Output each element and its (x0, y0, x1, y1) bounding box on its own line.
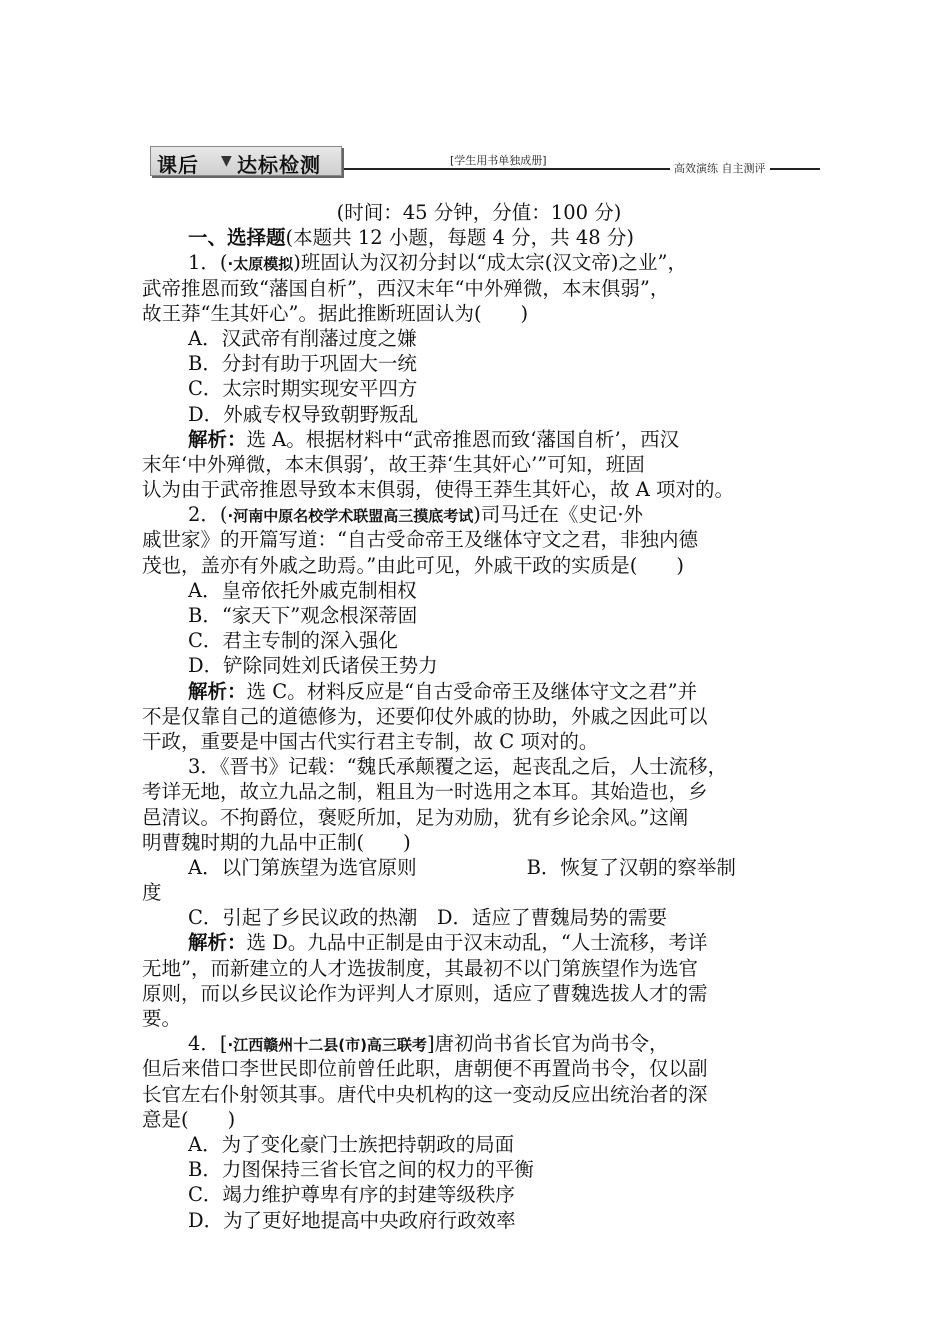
q4-stem-1: ]唐初尚书省长官为尚书令， (426, 1032, 669, 1056)
q1-answer-1 (142, 427, 816, 452)
question-body (142, 200, 816, 1233)
q3-option-cd: C．引起了乡民议政的热潮 D．适应了曹魏局势的需要 (188, 906, 668, 930)
q1-source: ·太原模拟 (227, 255, 294, 274)
q2-answer-1 (142, 679, 816, 704)
q1-number: 1．( (188, 251, 228, 275)
q2-stem-3: 茂也，盖亦有外戚之助焉。”由此可见，外戚干政的实质是( ) (142, 553, 684, 577)
header-tab (150, 146, 342, 176)
q1-answer-3: 认为由于武帝推恩导致本末俱弱，使得王莽生其奸心，故 A 项对的。 (142, 478, 734, 502)
section-heading (142, 225, 816, 250)
q4-option-d: D．为了更好地提高中央政府行政效率 (188, 1208, 516, 1232)
q2-answer-2: 不是仅靠自己的道德修为，还要仰仗外戚的协助，外戚之因此可以 (142, 704, 708, 728)
header-tab-left: 课后 (157, 153, 199, 177)
time-line: (时间：45 分钟，分值：100 分) (336, 201, 622, 224)
q2-option-c: C．君主专制的深入强化 (188, 629, 398, 653)
q2-answer-3: 干政，重要是中国古代实行君主专制，故 C 项对的。 (142, 729, 599, 753)
q1-option-a: A．汉武帝有削藩过度之嫌 (188, 326, 417, 350)
q1-stem-2: 武帝推恩而致“藩国自析”，西汉末年“中外殚微，本末俱弱”， (142, 276, 670, 300)
q1-option-b: B．分封有助于巩固大一统 (188, 352, 417, 376)
q3-option-a: A．以门第族望为选官原则 (188, 855, 417, 879)
q2-number: 2．( (188, 503, 228, 527)
q1-answer-tag: 解析： (188, 427, 247, 451)
q4-line-1 (142, 1031, 816, 1056)
q2-line-1 (142, 502, 816, 527)
q3-answer-text-1: 选 D。九品中正制是由于汉末动乱，“人士流移，考详 (246, 931, 708, 955)
q3-answer-tag: 解析： (188, 931, 247, 955)
q3-answer-4: 要。 (142, 1007, 182, 1030)
q4-number: 4．[ (188, 1032, 228, 1056)
header-tab-right: 达标检测 (237, 153, 321, 177)
q4-source: ·江西赣州十二县(市)高三联考 (227, 1036, 427, 1055)
q1-line-1: 1．(·太原模拟)班固认为汉初分封以“成太宗(汉文帝)之业”， (188, 251, 687, 275)
q1-option-d: D．外戚专权导致朝野叛乱 (188, 402, 419, 426)
section-title: 一、选择题 (188, 226, 286, 250)
q3-stem-3: 邑清议。不拘爵位，褒贬所加，足为劝励，犹有乡论余风。”这阐 (142, 805, 689, 829)
q3-answer-3: 原则，而以乡民议论作为评判人才原则，适应了曹魏选拔人才的需 (142, 981, 708, 1005)
q4-option-b: B．力图保持三省长官之间的权力的平衡 (188, 1158, 534, 1182)
q2-option-b: B．“家天下”观念根深蒂固 (188, 604, 418, 627)
q2-option-d: D．铲除同姓刘氏诸侯王势力 (188, 654, 438, 678)
section-desc: (本题共 12 小题，每题 4 分，共 48 分) (285, 226, 634, 250)
q4-stem-2: 但后来借口李世民即位前曾任此职，唐朝便不再置尚书令，仅以副 (142, 1057, 708, 1081)
triangle-down-icon: ▼ (221, 153, 233, 169)
q2-source: ·河南中原名校学术联盟高三摸底考试 (227, 507, 474, 526)
q1-answer-text-1: 选 A。根据材料中“武帝推恩而致‘藩国自析’，西汉 (246, 427, 680, 451)
q3-stem-4: 明曹魏时期的九品中正制( ) (142, 830, 411, 854)
q3-answer-2: 无地”，而新建立的人才选拔制度，其最初不以门第族望作为选官 (142, 956, 698, 980)
q3-option-b-cont: 度 (142, 881, 162, 905)
q2-stem-1: )司马迁在《史记·外 (473, 503, 644, 527)
q4-option-c: C．竭力维护尊卑有序的封建等级秩序 (188, 1183, 515, 1207)
q3-stem-1: 3．《晋书》记载：“魏氏承颠覆之运，起丧乱之后，人士流移， (188, 755, 728, 779)
q2-answer-tag: 解析： (188, 679, 247, 703)
q3-option-b: B．恢复了汉朝的察举制 (526, 855, 736, 879)
q3-answer-1 (142, 930, 816, 955)
section-header (150, 142, 820, 182)
q3-stem-2: 考详无地，故立九品之制，粗且为一时选用之本耳。其始造也，乡 (142, 780, 708, 804)
q2-stem-2: 戚世家》的开篇写道：“自古受命帝王及继体守文之君，非独内德 (142, 528, 698, 552)
header-right-note: 高效演练 自主测评 (670, 160, 770, 176)
q1-stem-1: 班固认为汉初分封以“成太宗(汉文帝)之业”， (300, 251, 687, 275)
q1-stem-3: 故王莽“生其奸心”。据此推断班固认为( ) (142, 301, 529, 325)
q4-option-a: A．为了变化豪门士族把持朝政的局面 (188, 1132, 515, 1156)
q3-option-ab (142, 855, 816, 880)
q2-option-a: A．皇帝依托外戚克制相权 (188, 578, 417, 602)
q2-answer-text-1: 选 C。材料反应是“自古受命帝王及继体守文之君”并 (246, 679, 698, 703)
q1-answer-2: 末年‘中外殚微，本末俱弱’，故王莽‘生其奸心’”可知，班固 (142, 452, 645, 476)
q4-stem-4: 意是( ) (142, 1107, 236, 1131)
q4-stem-3: 长官左右仆射领其事。唐代中央机构的这一变动反应出统治者的深 (142, 1082, 708, 1106)
q1-option-c: C．太宗时期实现安平四方 (188, 377, 418, 401)
header-middle-note: [学生用书单独成册] (450, 154, 547, 167)
